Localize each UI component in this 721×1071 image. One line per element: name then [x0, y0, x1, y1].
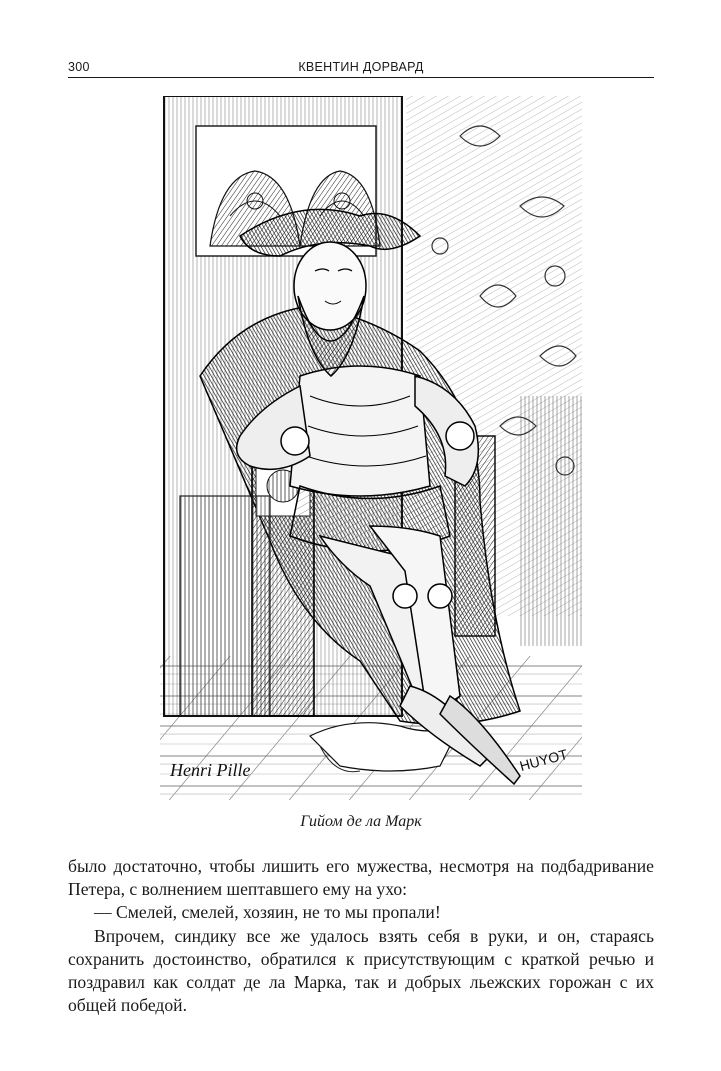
paragraph: было достаточно, чтобы лишить его мужества, несмотря на подбадривание Петера, с волнением шептавшего ему на ухо:	[68, 856, 654, 900]
paragraph: — Смелей, смелей, хозяин, не то мы пропали!	[94, 902, 441, 923]
body-text	[68, 855, 654, 1017]
artist-signature-left: Henri Pille	[170, 760, 251, 780]
paragraph: Впрочем, синдику все же удалось взять себя в руки, и он, стараясь сохранить достоинство, обратился к присутствующим с краткой речью и поздравил как солдат де ла Марка, так и добрых льежских горожан с их общей победой.	[68, 925, 654, 1016]
page-header	[68, 57, 654, 78]
running-title: КВЕНТИН ДОРВАРД	[298, 60, 424, 74]
engraver-signature-right: HUYOT	[517, 745, 570, 775]
figure-caption: Гийом де ла Марк	[300, 813, 422, 830]
engraving-illustration	[160, 96, 582, 800]
page-number: 300	[68, 60, 90, 74]
